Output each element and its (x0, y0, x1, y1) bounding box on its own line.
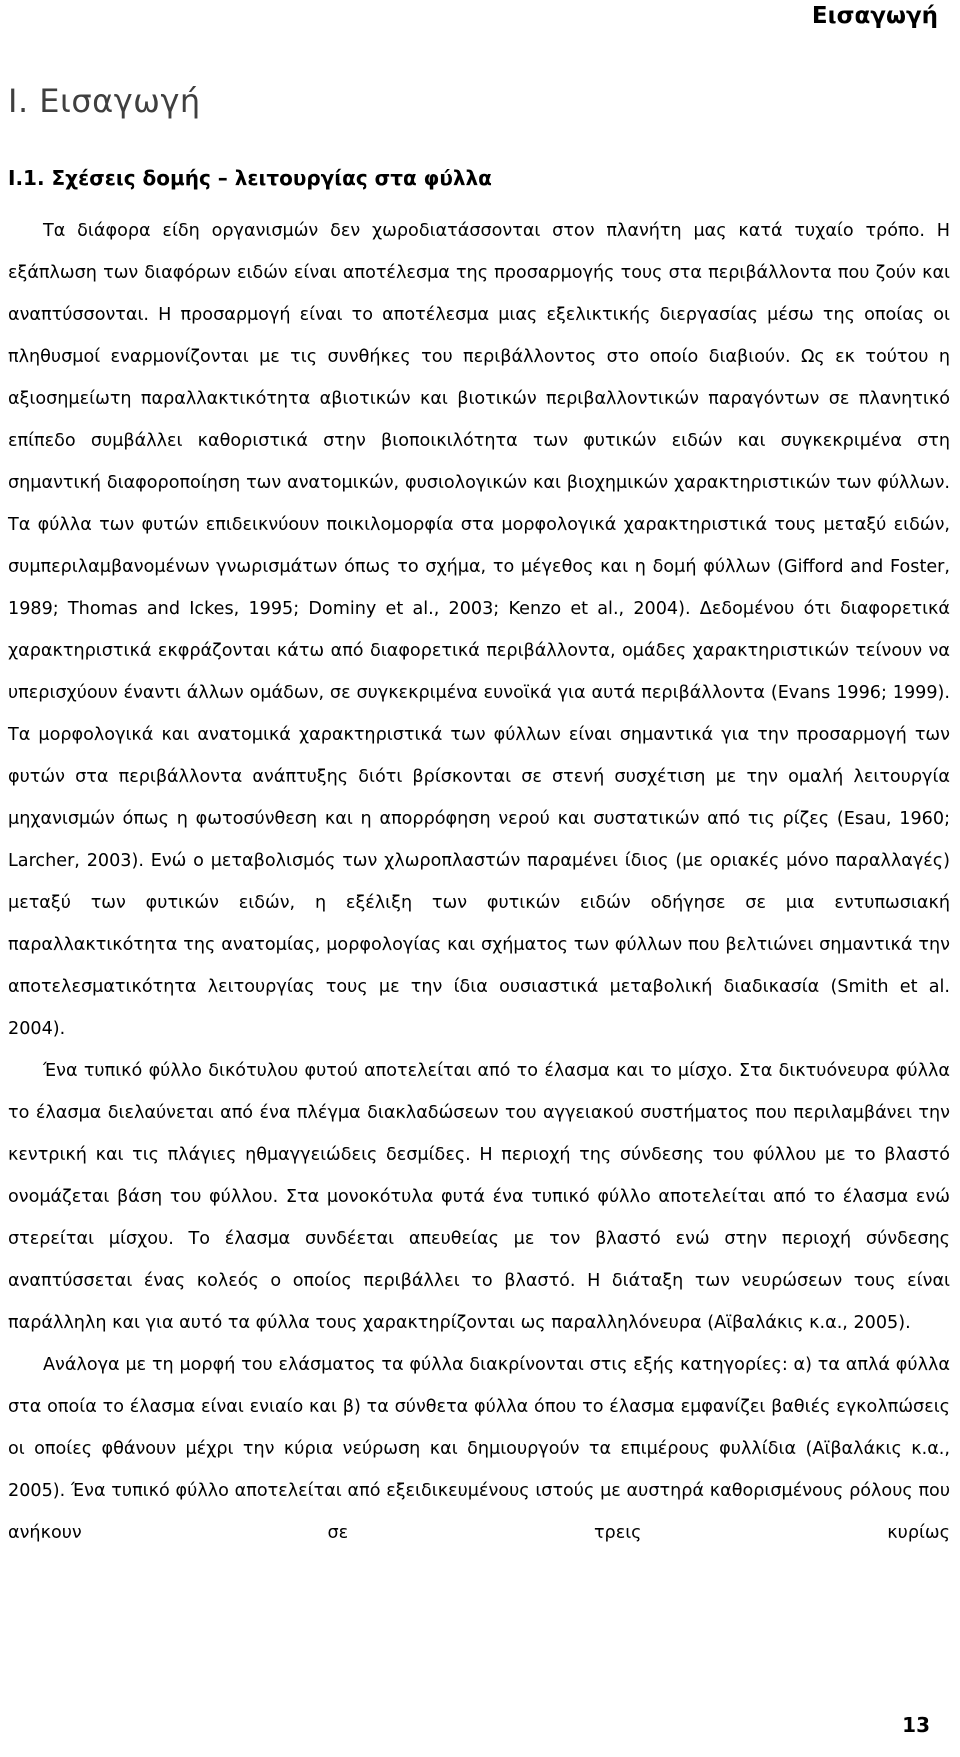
paragraph: Ένα τυπικό φύλλο δικότυλου φυτού αποτελείται από το έλασμα και το μίσχο. Στα δικτυόνευρα φύλλα το έλασμα διελαύνεται από ένα πλέγμα διακλαδώσεων του αγγειακού συστήματος που περιλαμβάνει την κεντρική και τις πλάγιες ηθμαγγειώδεις δεσμίδες. Η περιοχή της σύνδεσης του φύλλου με το βλαστό ονομάζεται βάση του φύλλου. Στα μονοκότυλα φυτά ένα τυπικό φύλλο αποτελείται από το έλασμα ενώ στερείται μίσχου. Το έλασμα συνδέεται απευθείας με τον βλαστό ενώ στην περιοχή σύνδεσης αναπτύσσεται ένας κολεός ο οποίος περιβάλλει το βλαστό. Η διάταξη των νευρώσεων τους είναι παράλληλη και για αυτό τα φύλλα τους χαρακτηρίζονται ως παραλληλόνευρα (Αϊβαλάκις κ.α., 2005). (8, 1061, 950, 1333)
running-header: Εισαγωγή (811, 3, 938, 29)
paragraph: Ανάλογα με τη μορφή του ελάσματος τα φύλλα διακρίνονται στις εξής κατηγορίες: α) τα απλά φύλλα στα οποία το έλασμα είναι ενιαίο και β) τα σύνθετα φύλλα όπου το έλασμα εμφανίζει βαθιές εγκολπώσεις οι οποίες φθάνουν μέχρι την κύρια νεύρωση και δημιουργούν τα επιμέρους φυλλίδια (Αϊβαλάκις κ.α., 2005). Ένα τυπικό φύλλο αποτελείται από εξειδικευμένους ιστούς με αυστηρά καθορισμένους ρόλους που ανήκουν σε τρεις κυρίως (8, 1355, 950, 1543)
page-number: 13 (902, 1713, 930, 1737)
chapter-title: I. Εισαγωγή (8, 82, 201, 120)
body-text (8, 210, 950, 1554)
paragraph: Τα διάφορα είδη οργανισμών δεν χωροδιατάσσονται στον πλανήτη μας κατά τυχαίο τρόπο. Η εξάπλωση των διαφόρων ειδών είναι αποτέλεσμα της προσαρμογής τους στα περιβάλλοντα που ζούν και αναπτύσσονται. Η προσαρμογή είναι το αποτέλεσμα μιας εξελικτικής διεργασίας μέσω της οποίας οι πληθυσμοί εναρμονίζονται με τις συνθήκες του περιβάλλοντος στο οποίο διαβιούν. Ως εκ τούτου η αξιοσημείωτη παραλλακτικότητα αβιοτικών και βιοτικών περιβαλλοντικών παραγόντων σε πλανητικό επίπεδο συμβάλλει καθοριστικά στην βιοποικιλότητα των φυτικών ειδών και συγκεκριμένα στη σημαντική διαφοροποίηση των ανατομικών, φυσιολογικών και βιοχημικών χαρακτηριστικών των φύλλων. Τα φύλλα των φυτών επιδεικνύουν ποικιλομορφία στα μορφολογικά χαρακτηριστικά τους μεταξύ ειδών, συμπεριλαμβανομένων γνωρισμάτων όπως το σχήμα, το μέγεθος και η δομή φύλλων (Gifford and Foster, 1989; Thomas and Ickes, 1995; Dominy et al., 2003; Kenzo et al., 2004). Δεδομένου ότι διαφορετικά χαρακτηριστικά εκφράζονται κάτω από διαφορετικά περιβάλλοντα, ομάδες χαρακτηριστικών τείνουν να υπερισχύουν έναντι άλλων ομάδων, σε συγκεκριμένα ευνοϊκά για αυτά περιβάλλοντα (Evans 1996; 1999). Τα μορφολογικά και ανατομικά χαρακτηριστικά των φύλλων είναι σημαντικά για την προσαρμογή των φυτών στα περιβάλλοντα ανάπτυξης διότι βρίσκονται σε στενή συσχέτιση με την ομαλή λειτουργία μηχανισμών όπως η φωτοσύνθεση και η απορρόφηση νερού και συστατικών από τις ρίζες (Esau, 1960; Larcher, 2003). Ενώ ο μεταβολισμός των χλωροπλαστών παραμένει ίδιος (με οριακές μόνο παραλλαγές) μεταξύ των φυτικών ειδών, η εξέλιξη των φυτικών ειδών οδήγησε σε μια εντυπωσιακή παραλλακτικότητα της ανατομίας, μορφολογίας και σχήματος των φύλλων που βελτιώνει σημαντικά την αποτελεσματικότητα λειτουργίας τους με την ίδια ουσιαστικά μεταβολική διαδικασία (Smith et al. 2004). (8, 221, 950, 1039)
section-title: I.1. Σχέσεις δομής – λειτουργίας στα φύλλα (8, 166, 492, 190)
